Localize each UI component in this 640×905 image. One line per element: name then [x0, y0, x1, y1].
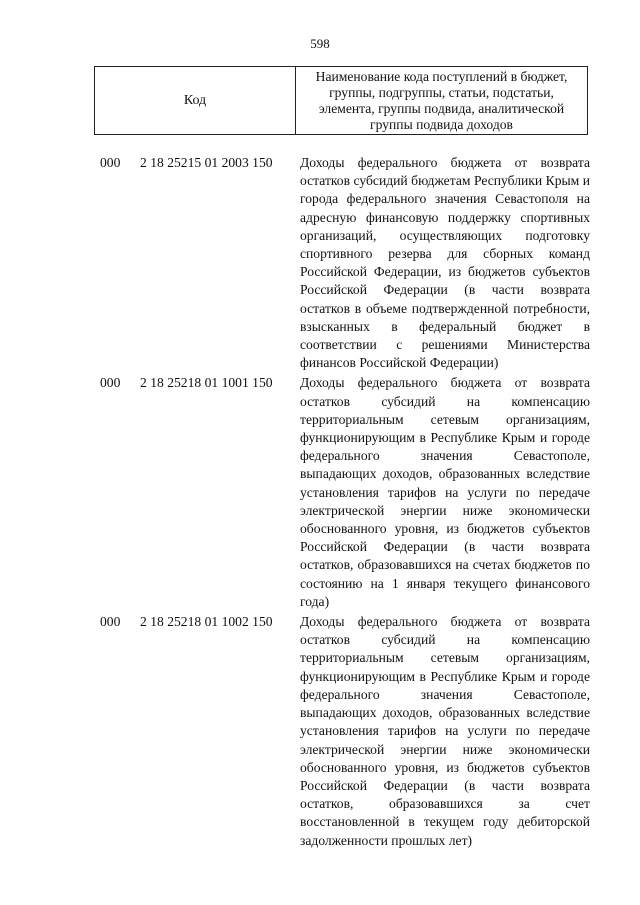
revenue-description: Доходы федерального бюджета от возврата остатков субсидий на компенсацию территориальным сетевым организациям, функционирующим в Республике Крым и городе федерального значения Севастополе, выпадающих доходов, образованных вследствие установления тарифов на услуги по передаче электрической энергии ниже экономически обоснованного уровня, из бюджетов субъектов Российской Федерации (в части возврата остатков, образовавшихся на счетах бюджетов по состоянию на 1 января текущего финансового года): [300, 375, 590, 609]
table-row: [100, 154, 590, 372]
admin-code: 000: [100, 155, 121, 170]
table-row: [100, 374, 590, 611]
header-name-column: Наименование кода поступлений в бюджет, группы, подгруппы, статьи, подстатьи, элемента, группы подвида, аналитической группы подвида доходов: [315, 68, 568, 132]
revenue-code: 2 18 25215 01 2003 150: [140, 155, 273, 170]
admin-code: 000: [100, 375, 121, 391]
revenue-code: 2 18 25218 01 1001 150: [140, 375, 273, 391]
entries-list: [100, 154, 590, 852]
revenue-description: Доходы федерального бюджета от возврата остатков субсидий на компенсацию территориальным сетевым организациям, функционирующим в Республике Крым и городе федерального значения Севастополе, выпадающих доходов, образованных вследствие установления тарифов на услуги по передаче электрической энергии ниже экономически обоснованного уровня, из бюджетов субъектов Российской Федерации (в части возврата остатков, образовавшихся за счет восстановленной в текущем году дебиторской задолженности прошлых лет): [300, 614, 590, 848]
admin-code: 000: [100, 614, 121, 630]
table-row: [100, 613, 590, 850]
header-code-column: Код: [95, 67, 296, 134]
revenue-description: Доходы федерального бюджета от возврата остатков субсидий бюджетам Республики Крым и города федерального значения Севастополя на адресную финансовую поддержку спортивных организаций, осуществляющих подготовку спортивного резерва для сборных команд Российской Федерации, из бюджетов субъектов Российской Федерации (в части возврата остатков в объеме подтвержденной потребности, взысканных в федеральный бюджет в соответствии с решениями Министерства финансов Российской Федерации): [300, 155, 590, 371]
page-number: 598: [310, 36, 330, 51]
revenue-code: 2 18 25218 01 1002 150: [140, 614, 273, 630]
table-header: [94, 66, 588, 135]
